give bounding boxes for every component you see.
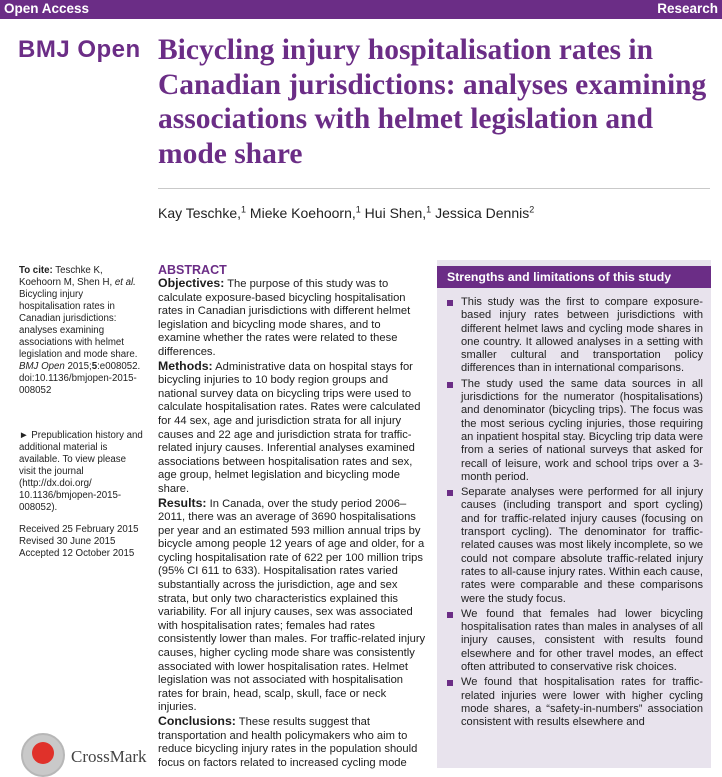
author: Mieke Koehoorn,$^1$ — [249, 204, 361, 221]
abstract — [158, 263, 426, 770]
prepub-text: Prepublication history and additional material is available. To view please visit the journal (http://dx.doi.org/ 10.1136/bmjopen-2015-008052). — [19, 430, 143, 513]
square-bullet-icon — [447, 612, 453, 618]
square-bullet-icon — [447, 382, 453, 388]
crossmark-badge[interactable] — [21, 733, 151, 768]
open-access-label: Open Access — [4, 1, 90, 16]
cite-volume: 5 — [91, 361, 98, 372]
square-bullet-icon — [447, 300, 453, 306]
abstract-conclusions: Conclusions: These results suggest that transportation and health policymakers who aim to reduce bicycling injury rates in the population should focus on factors related to increased cycling mode — [158, 714, 418, 769]
article-title: Bicycling injury hospitalisation rates in Canadian jurisdictions: analyses examining associations with helmet legislation and mode share — [158, 34, 707, 170]
square-bullet-icon — [447, 680, 453, 686]
research-label: Research — [657, 1, 718, 16]
strengths-limitations-box — [437, 260, 711, 768]
author: Jessica Dennis$^2$ — [435, 204, 535, 221]
citation-block — [19, 265, 144, 397]
list-item: This study was the first to compare exposure-based injury rates between jurisdictions with different helmet laws and cycling mode shares in one country. It allowed analyses in a setting with smaller cultural and transportation policy differences than in international comparisons. — [447, 296, 703, 376]
article-dates — [19, 524, 144, 560]
top-banner — [0, 0, 722, 19]
cite-doi: :e008052. doi:10.1136/bmjopen-2015-008052 — [19, 361, 141, 396]
author-list — [158, 204, 534, 221]
list-item: We found that hospitalisation rates for traffic-related injuries were lower with higher cycling mode shares, a “safety-in-numbers” association consistent with results elsewhere and — [447, 676, 703, 729]
received-date: Received 25 February 2015 — [19, 524, 139, 535]
strengths-heading: Strengths and limitations of this study — [437, 266, 711, 288]
journal-logo: BMJ Open — [18, 36, 141, 63]
list-item: The study used the same data sources in all jurisdictions for the numerator (hospitalisations) and denominator (bicycling trips). The focus was the most serious cycling injuries, those requiring an inpatient hospital stay. Bicycling trip data were from a series of national surveys that asked for recall of leisure, work and school trips over a 3-month period. — [447, 378, 703, 484]
accepted-date: Accepted 12 October 2015 — [19, 548, 135, 559]
triangle-bullet-icon: ► — [19, 430, 29, 441]
revised-date: Revised 30 June 2015 — [19, 536, 116, 547]
crossmark-icon — [21, 733, 65, 777]
cite-et-al: et al. — [114, 277, 136, 288]
square-bullet-icon — [447, 490, 453, 496]
cite-title: Bicycling injury hospitalisation rates in Canadian jurisdictions: analyses examining associations with helmet legislation and mode share. — [19, 289, 138, 360]
cite-year: 2015; — [67, 361, 92, 372]
abstract-results: Results: In Canada, over the study period 2006–2011, there was an average of 3690 hospitalisations per year and an estimated 593 million annual trips by bicycle among people 12 years of age and older, for a cycling hospitalisation rate of 622 per 100 million trips (95% CI 611 to 633). Hospitalisation rates varied substantially across the jurisdiction, age and sex strata, but only two characteristics explained this variability. For all injury causes, sex was associated with hospitalisation rates; females had rates consistently lower than males. For traffic-related injury causes, higher cycling mode share was consistently associated with lower hospitalisation rates. Helmet legislation was not associated with hospitalisation rates for brain, head, scalp, skull, face or neck injuries. — [158, 495, 426, 714]
strengths-list — [447, 296, 703, 732]
prepublication-note — [19, 430, 144, 514]
crossmark-label: CrossMark — [71, 747, 147, 766]
abstract-objectives: Objectives: The purpose of this study was to calculate exposure-based bicycling hospitalisation rates in Canadian jurisdictions with different helmet legislation and bicycling mode shares, and to examine whether the rates were related to these differences. — [158, 276, 411, 358]
author: Hui Shen,$^1$ — [364, 204, 432, 221]
cite-authors: Teschke K, Koehoorn M, Shen H, — [19, 265, 113, 288]
list-item: Separate analyses were performed for all injury causes (including transport and sport cycling) and for traffic-related injury causes (focusing on transport cycling). The denominator for traffic-related causes was most likely incomplete, so we could not compare absolute traffic-related injury rates to all-cause injury rates. Within each cause, rates were comparable and these comparisons were the study focus. — [447, 486, 703, 606]
cite-journal: BMJ Open — [19, 361, 65, 372]
title-divider — [158, 188, 710, 189]
abstract-methods: Methods: Administrative data on hospital stays for bicycling injuries to 10 body region groups and national survey data on bicycling trips were used to calculate hospitalisation rates. Rates were calculated for 44 sex, age and jurisdiction strata for all injury causes and 22 age and jurisdiction strata for traffic-related injury causes. Inferential analyses examined associations between hospitalisation rates and sex, age group, helmet legislation and bicycling mode share. — [158, 358, 421, 495]
list-item: We found that females had lower bicycling hospitalisation rates than males in analyses of all injury causes, consistent with results found elsewhere and for other travel modes, an effect often attributed to conservative risk choices. — [447, 608, 703, 674]
cite-label: To cite: — [19, 265, 53, 276]
abstract-heading: ABSTRACT — [158, 263, 227, 277]
author: Kay Teschke,$^1$ — [158, 204, 247, 221]
